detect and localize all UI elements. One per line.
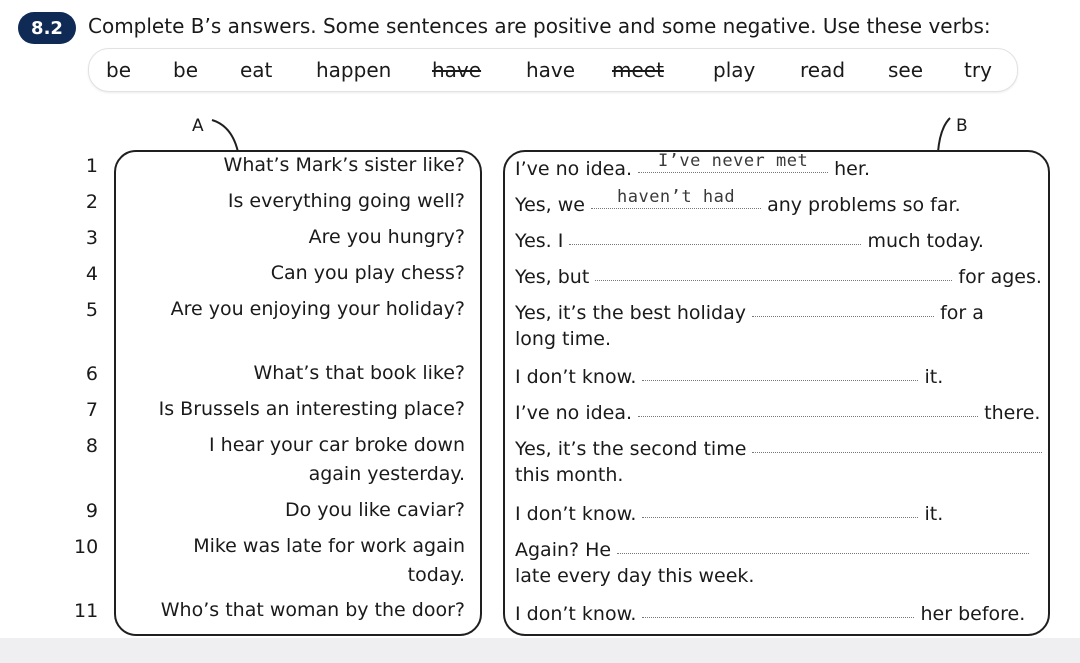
answer-blank	[642, 361, 918, 381]
exercise-number-badge	[18, 12, 76, 44]
answer-continuation: late every day this week.	[515, 565, 755, 587]
question-line: Mike was late for work again today.	[193, 535, 465, 586]
question-line-2: again yesterday.	[308, 463, 465, 485]
answer-line	[515, 536, 1029, 561]
item-number: 6	[85, 363, 98, 385]
exercise-number: 8.2	[31, 17, 63, 39]
item-number: 10	[74, 536, 99, 558]
answer-continuation: long time.	[515, 328, 612, 350]
speaker-b-label: B	[956, 116, 968, 136]
verb: try	[964, 58, 992, 82]
answer-blank	[591, 189, 761, 209]
question-text	[130, 151, 465, 180]
item-number: 3	[85, 227, 98, 249]
item-number: 11	[74, 600, 99, 622]
answer-line	[515, 299, 984, 324]
answer-prefix: Again? He	[515, 539, 612, 561]
speaker-b-bubble	[503, 150, 1050, 636]
question-text	[130, 431, 465, 489]
answer-line	[515, 435, 1042, 460]
answer-prefix: Yes, but	[515, 266, 590, 288]
answer-blank	[569, 225, 861, 245]
answer-line	[515, 263, 1042, 288]
answer-blank	[642, 498, 918, 518]
verb-used: meet	[612, 58, 664, 82]
answer-line	[515, 227, 984, 252]
item-number: 4	[85, 263, 98, 285]
answer-line	[515, 600, 1025, 625]
speech-tail-a	[212, 120, 238, 152]
question-text	[130, 496, 465, 525]
question-line: Can you play chess?	[270, 262, 465, 284]
handwritten-answer: I’ve never met	[657, 151, 809, 171]
question-line: I hear your car broke down	[209, 434, 465, 456]
answer-line	[515, 500, 943, 525]
answer-suffix: there.	[984, 402, 1041, 424]
answer-suffix: for a	[940, 302, 984, 324]
question-line: Who’s that woman by the door?	[160, 599, 465, 621]
question-text	[130, 395, 465, 424]
answer-prefix: I don’t know.	[515, 366, 637, 388]
answer-blank	[752, 297, 934, 317]
answer-blank	[642, 598, 914, 618]
answer-prefix: Yes, it’s the best holiday	[515, 302, 746, 324]
answer-line	[515, 151, 870, 180]
answer-prefix: I’ve no idea.	[515, 158, 633, 180]
item-number: 1	[85, 155, 98, 177]
question-line: Is everything going well?	[227, 190, 465, 212]
question-text	[130, 187, 465, 216]
answer-blank	[595, 261, 952, 281]
question-text	[130, 295, 465, 324]
answer-line	[515, 363, 943, 388]
verb: read	[800, 58, 846, 82]
question-line: What’s Mark’s sister like?	[223, 154, 465, 176]
answer-blank	[638, 397, 978, 417]
answer-continuation: this month.	[515, 464, 624, 486]
answer-line	[515, 399, 1040, 424]
answer-prefix: I don’t know.	[515, 503, 637, 525]
answer-prefix: Yes, we	[515, 194, 585, 216]
bottom-bar	[0, 638, 1080, 663]
verb-used: have	[432, 58, 482, 82]
answer-suffix: it.	[924, 366, 944, 388]
answer-blank	[752, 433, 1042, 453]
verb: happen	[316, 58, 392, 82]
answer-blank	[638, 153, 828, 173]
verb: be	[173, 58, 198, 82]
item-number: 5	[85, 299, 98, 321]
answer-suffix: her before.	[920, 603, 1026, 625]
exercise-instruction: Complete B’s answers. Some sentences are positive and some negative. Use these verbs:	[88, 14, 991, 38]
verb: see	[888, 58, 924, 82]
item-number: 2	[85, 191, 98, 213]
question-text	[130, 532, 465, 590]
question-line: What’s that book like?	[253, 362, 465, 384]
answer-suffix: for ages.	[958, 266, 1042, 288]
answer-prefix: I’ve no idea.	[515, 402, 633, 424]
answer-suffix: it.	[924, 503, 944, 525]
question-line: Are you enjoying your holiday?	[170, 298, 465, 320]
answer-line	[515, 187, 961, 216]
verb: eat	[240, 58, 273, 82]
handwritten-answer: haven’t had	[616, 187, 736, 207]
item-number: 8	[85, 435, 98, 457]
question-text	[130, 223, 465, 252]
verb: have	[526, 58, 576, 82]
question-line: Are you hungry?	[308, 226, 465, 248]
question-line: Is Brussels an interesting place?	[158, 398, 465, 420]
answer-prefix: Yes, it’s the second time	[515, 438, 747, 460]
answer-suffix: her.	[834, 158, 870, 180]
question-text	[130, 259, 465, 288]
question-line: Do you like caviar?	[284, 499, 465, 521]
item-number: 7	[85, 399, 98, 421]
speech-tail-b	[938, 118, 950, 152]
verb: play	[713, 58, 756, 82]
speaker-a-label: A	[192, 116, 204, 136]
answer-suffix: any problems so far.	[767, 194, 961, 216]
verb: be	[106, 58, 131, 82]
answer-prefix: Yes. I	[515, 230, 564, 252]
item-number: 9	[85, 500, 98, 522]
answer-prefix: I don’t know.	[515, 603, 637, 625]
question-text	[130, 359, 465, 388]
question-text	[130, 596, 465, 625]
answer-suffix: much today.	[867, 230, 984, 252]
answer-blank	[617, 534, 1029, 554]
